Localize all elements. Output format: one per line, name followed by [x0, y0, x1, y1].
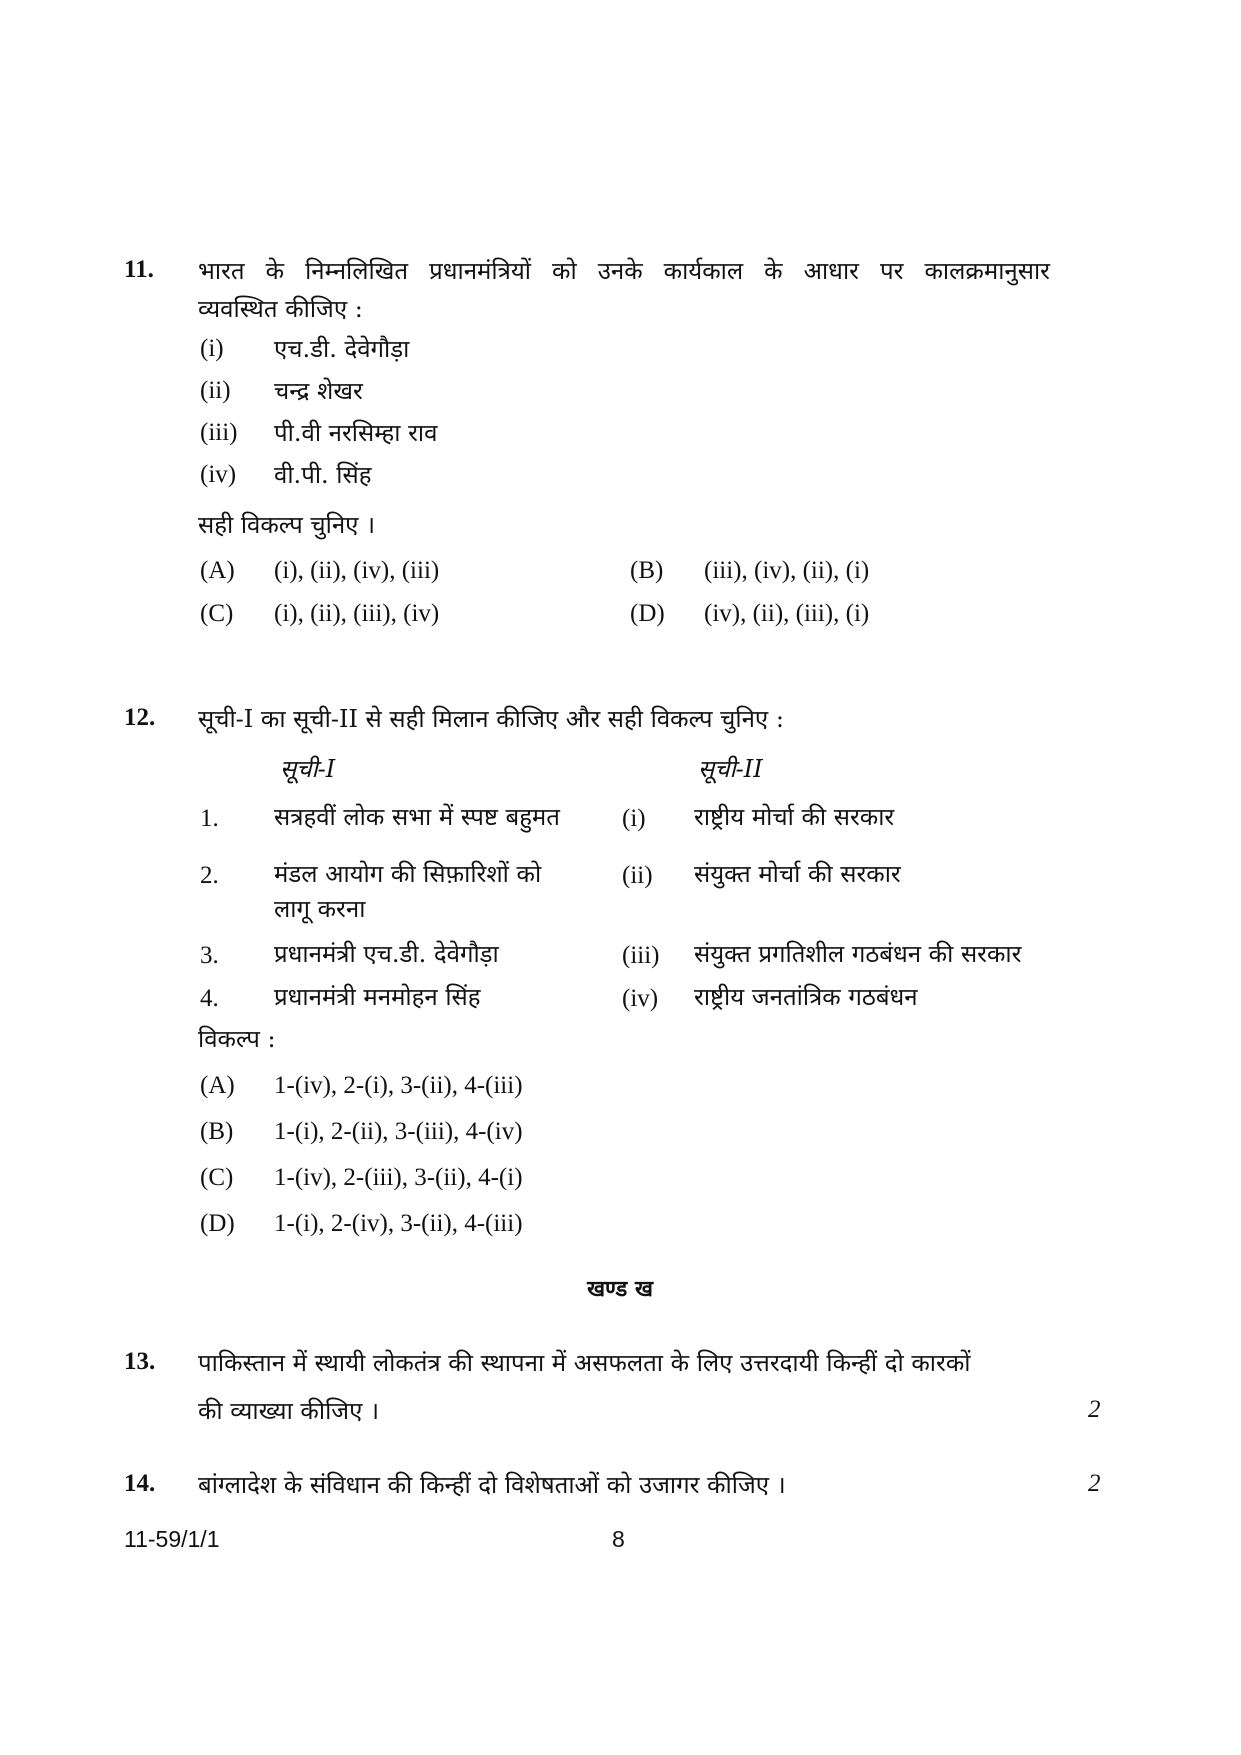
q12-list1-header: सूची-I — [280, 755, 336, 783]
q14-number: 14. — [124, 1470, 156, 1497]
q14-text: बांग्लादेश के संविधान की किन्हीं दो विशेषताओं को उजागर कीजिए । — [198, 1471, 786, 1499]
q11-option-label: (D) — [630, 600, 665, 627]
q13-line1: पाकिस्तान में स्थायी लोकतंत्र की स्थापना में असफलता के लिए उत्तरदायी किन्हीं दो कारकों — [198, 1349, 971, 1377]
q12-row-left: प्रधानमंत्री मनमोहन सिंह — [274, 983, 481, 1011]
q12-option-label: (B) — [200, 1118, 234, 1145]
q12-row-label: (ii) — [622, 862, 653, 889]
q11-item-label: (iii) — [200, 419, 238, 446]
q12-row-left: सत्रहवीं लोक सभा में स्पष्ट बहुमत — [274, 803, 560, 831]
q12-row-left: मंडल आयोग की सिफ़ारिशों को — [274, 860, 542, 888]
q14-marks: 2 — [1088, 1470, 1101, 1497]
q11-stem-line2: व्यवस्थित कीजिए : — [198, 295, 363, 323]
q12-row-left: प्रधानमंत्री एच.डी. देवेगौड़ा — [274, 940, 499, 968]
page-number: 8 — [612, 1526, 625, 1552]
q12-option-text: 1-(iv), 2-(iii), 3-(ii), 4-(i) — [274, 1164, 523, 1191]
q12-options-label: विकल्प : — [198, 1025, 276, 1053]
footer-code: 11-59/1/1 — [124, 1526, 220, 1552]
q12-row-num: 1. — [200, 805, 219, 832]
q11-item-label: (iv) — [200, 461, 237, 488]
q11-item-text: चन्द्र शेखर — [274, 377, 363, 405]
q11-option-text: (i), (ii), (iv), (iii) — [274, 557, 440, 584]
q12-option-text: 1-(i), 2-(ii), 3-(iii), 4-(iv) — [274, 1118, 523, 1145]
q11-option-label: (A) — [200, 557, 235, 584]
q11-instruction: सही विकल्प चुनिए । — [198, 511, 376, 539]
q12-option-text: 1-(i), 2-(iv), 3-(ii), 4-(iii) — [274, 1210, 523, 1237]
q12-row-num: 2. — [200, 862, 219, 889]
section-heading: खण्ड ख — [587, 1277, 653, 1302]
q12-row-right: राष्ट्रीय मोर्चा की सरकार — [694, 803, 895, 831]
q11-item-label: (ii) — [200, 377, 231, 404]
q11-option-label: (B) — [630, 557, 664, 584]
q11-item-text: वी.पी. सिंह — [274, 461, 372, 489]
q12-row-label: (iv) — [622, 985, 659, 1012]
q12-option-label: (A) — [200, 1072, 235, 1099]
q11-stem-line1: भारत के निम्नलिखित प्रधानमंत्रियों को उनके कार्यकाल के आधार पर कालक्रमानुसार — [198, 257, 1050, 285]
q12-row-label: (iii) — [622, 942, 660, 969]
q11-item-label: (i) — [200, 335, 224, 362]
q11-number: 11. — [124, 256, 154, 283]
q12-row-right: संयुक्त प्रगतिशील गठबंधन की सरकार — [694, 940, 1022, 968]
q12-list2-header: सूची-II — [698, 755, 763, 783]
q12-row-right: राष्ट्रीय जनतांत्रिक गठबंधन — [694, 983, 918, 1011]
q12-row-num: 4. — [200, 985, 219, 1012]
q11-option-text: (iv), (ii), (iii), (i) — [704, 600, 870, 627]
q11-option-text: (iii), (iv), (ii), (i) — [704, 557, 870, 584]
q12-option-label: (D) — [200, 1210, 235, 1237]
q11-option-label: (C) — [200, 600, 234, 627]
q12-number: 12. — [124, 704, 156, 731]
q12-option-label: (C) — [200, 1164, 234, 1191]
q11-option-text: (i), (ii), (iii), (iv) — [274, 600, 440, 627]
q13-number: 13. — [124, 1348, 156, 1375]
q12-option-text: 1-(iv), 2-(i), 3-(ii), 4-(iii) — [274, 1072, 523, 1099]
q12-row-left-cont: लागू करना — [274, 895, 366, 923]
q12-row-label: (i) — [622, 805, 646, 832]
q12-row-right: संयुक्त मोर्चा की सरकार — [694, 860, 901, 888]
q13-line2: की व्याख्या कीजिए । — [198, 1397, 380, 1425]
q13-marks: 2 — [1088, 1396, 1101, 1423]
q12-stem: सूची-I का सूची-II से सही मिलान कीजिए और सही विकल्प चुनिए : — [198, 705, 784, 733]
q12-row-num: 3. — [200, 942, 219, 969]
q11-item-text: पी.वी नरसिम्हा राव — [274, 419, 438, 447]
q11-item-text: एच.डी. देवेगौड़ा — [274, 335, 410, 363]
